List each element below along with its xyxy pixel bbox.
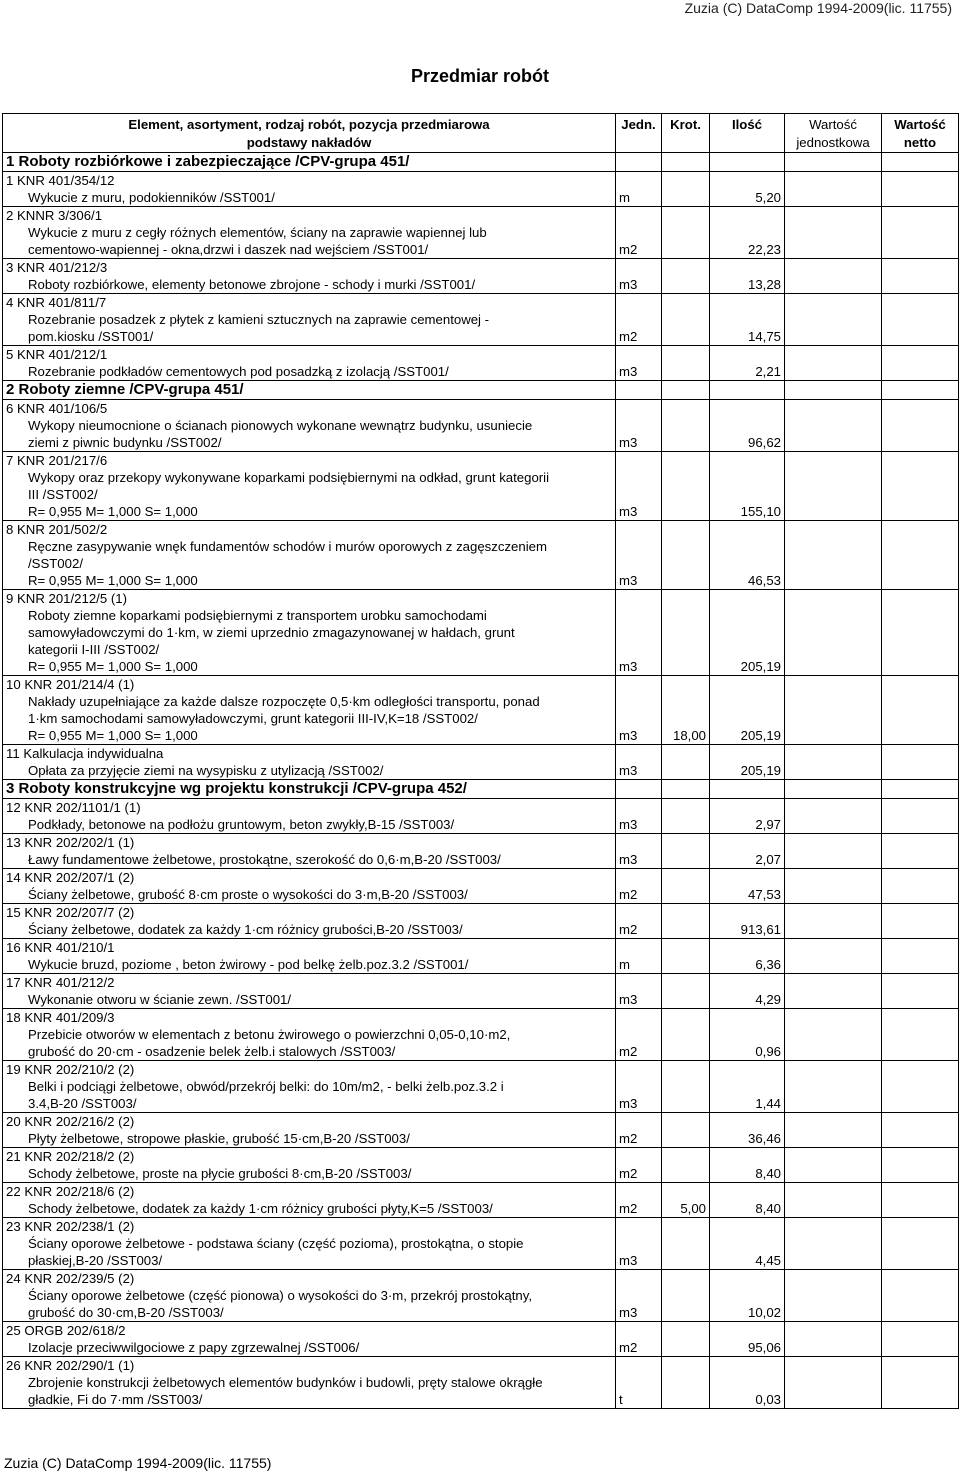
section-title: 1 Roboty rozbiórkowe i zabezpieczające /CPV-grupa 451/ [3, 153, 616, 172]
item-multiplier: 5,00 [662, 1183, 710, 1218]
item-multiplier [662, 1009, 710, 1061]
item-net-value [882, 904, 959, 939]
item-multiplier [662, 1357, 710, 1409]
item-net-value [882, 521, 959, 590]
item-net-value [882, 745, 959, 780]
item-unit-value [785, 1183, 882, 1218]
item-code: 8 KNR 201/502/2 [6, 522, 108, 537]
item-quantity: 205,19 [710, 590, 785, 676]
table-row [3, 452, 959, 521]
item-multiplier [662, 521, 710, 590]
item-unit: m2 [616, 1322, 662, 1357]
item-text: Płyty żelbetowe, stropowe płaskie, grubość 15·cm,B-20 /SST003/ [28, 1131, 410, 1146]
item-multiplier [662, 1061, 710, 1113]
item-unit: m2 [616, 1148, 662, 1183]
col-multiplier: Krot. [662, 114, 710, 153]
item-net-value [882, 207, 959, 259]
item-unit: m3 [616, 1218, 662, 1270]
item-description [3, 1357, 616, 1409]
item-text: Wykucie bruzd, poziome , beton żwirowy - pod belkę żelb.poz.3.2 /SST001/ [28, 957, 469, 972]
item-code: 10 KNR 201/214/4 (1) [6, 677, 135, 692]
item-net-value [882, 1183, 959, 1218]
table-row [3, 346, 959, 381]
item-multiplier [662, 869, 710, 904]
item-unit-value [785, 521, 882, 590]
table-row [3, 974, 959, 1009]
table-row [3, 259, 959, 294]
col-description: Element, asortyment, rodzaj robót, pozycja przedmiarowa podstawy nakładów [3, 114, 616, 153]
table-row [3, 869, 959, 904]
item-unit: m3 [616, 1061, 662, 1113]
item-unit-value [785, 1270, 882, 1322]
item-quantity: 1,44 [710, 1061, 785, 1113]
item-multiplier [662, 1270, 710, 1322]
item-quantity: 5,20 [710, 172, 785, 207]
item-quantity: 6,36 [710, 939, 785, 974]
col-quantity: Ilość [710, 114, 785, 153]
item-unit: m3 [616, 452, 662, 521]
item-unit: m2 [616, 207, 662, 259]
item-multiplier [662, 452, 710, 521]
table-row [3, 834, 959, 869]
item-text: Ławy fundamentowe żelbetowe, prostokątne, szerokość do 0,6·m,B-20 /SST003/ [28, 852, 501, 867]
item-text: Wykonanie otworu w ścianie zewn. /SST001/ [28, 992, 292, 1007]
item-quantity: 4,45 [710, 1218, 785, 1270]
item-net-value [882, 346, 959, 381]
item-net-value [882, 1218, 959, 1270]
item-quantity: 36,46 [710, 1113, 785, 1148]
item-net-value [882, 452, 959, 521]
item-code: 4 KNR 401/811/7 [6, 295, 107, 310]
item-code: 18 KNR 401/209/3 [6, 1010, 115, 1025]
item-net-value [882, 172, 959, 207]
item-unit-value [785, 346, 882, 381]
item-text: Roboty ziemne koparkami podsiębiernymi z transportem urobku samochodami samowyładowczymi do 1·km, w ziemi uprzednio zmagazynowanej w hałdach, grunt kategorii I-III /SST002/ R= 0,955 M= 1,000 S= 1,000 [28, 608, 515, 674]
item-unit: m3 [616, 834, 662, 869]
item-unit: t [616, 1357, 662, 1409]
table-row [3, 590, 959, 676]
item-unit-value [785, 1009, 882, 1061]
item-unit: m2 [616, 1183, 662, 1218]
table-body [3, 153, 959, 1409]
item-quantity: 2,21 [710, 346, 785, 381]
item-code: 2 KNNR 3/306/1 [6, 208, 103, 223]
item-description [3, 1009, 616, 1061]
table-row [3, 904, 959, 939]
item-net-value [882, 834, 959, 869]
item-unit: m [616, 939, 662, 974]
item-unit-value [785, 259, 882, 294]
item-description [3, 834, 616, 869]
item-multiplier [662, 590, 710, 676]
item-text: Wykucie z muru, podokienników /SST001/ [28, 190, 275, 205]
table-row [3, 400, 959, 452]
table-row [3, 294, 959, 346]
license-header: Zuzia (C) DataComp 1994-2009(lic. 11755) [684, 0, 952, 16]
item-unit: m3 [616, 400, 662, 452]
item-description [3, 904, 616, 939]
item-quantity: 0,96 [710, 1009, 785, 1061]
item-net-value [882, 259, 959, 294]
table-row [3, 676, 959, 745]
item-multiplier [662, 172, 710, 207]
item-unit-value [785, 676, 882, 745]
item-text: Nakłady uzupełniające za każde dalsze rozpoczęte 0,5·km odległości transportu, ponad 1·km samochodami samowyładowczymi, grunt kategorii III-IV,K=18 /SST002/ R= 0,955 M= 1,000 S= 1,000 [28, 694, 540, 743]
section-title: 3 Roboty konstrukcyjne wg projektu konstrukcji /CPV-grupa 452/ [3, 780, 616, 799]
table-row [3, 1218, 959, 1270]
item-code: 26 KNR 202/290/1 (1) [6, 1358, 135, 1373]
item-text: Roboty rozbiórkowe, elementy betonowe zbrojone - schody i murki /SST001/ [28, 277, 476, 292]
item-description [3, 1218, 616, 1270]
item-code: 25 ORGB 202/618/2 [6, 1323, 126, 1338]
item-multiplier [662, 904, 710, 939]
item-multiplier [662, 294, 710, 346]
item-quantity: 13,28 [710, 259, 785, 294]
item-unit-value [785, 172, 882, 207]
item-net-value [882, 1113, 959, 1148]
item-unit: m2 [616, 869, 662, 904]
item-description [3, 869, 616, 904]
item-code: 6 KNR 401/106/5 [6, 401, 108, 416]
item-multiplier [662, 1218, 710, 1270]
item-code: 1 KNR 401/354/12 [6, 173, 115, 188]
item-quantity: 95,06 [710, 1322, 785, 1357]
item-unit: m3 [616, 799, 662, 834]
item-net-value [882, 869, 959, 904]
item-code: 11 Kalkulacja indywidualna [6, 746, 164, 761]
item-quantity: 47,53 [710, 869, 785, 904]
item-unit-value [785, 1357, 882, 1409]
item-description [3, 745, 616, 780]
item-quantity: 96,62 [710, 400, 785, 452]
item-net-value [882, 1148, 959, 1183]
item-multiplier [662, 259, 710, 294]
item-unit: m2 [616, 1009, 662, 1061]
col-unit: Jedn. [616, 114, 662, 153]
item-net-value [882, 974, 959, 1009]
item-unit: m3 [616, 1270, 662, 1322]
item-text: Zbrojenie konstrukcji żelbetowych elementów budynków i budowli, pręty stalowe okrągłe gładkie, Fi do 7·mm /SST003/ [28, 1375, 543, 1407]
item-code: 24 KNR 202/239/5 (2) [6, 1271, 135, 1286]
item-net-value [882, 939, 959, 974]
item-code: 5 KNR 401/212/1 [6, 347, 108, 362]
item-unit-value [785, 1148, 882, 1183]
table-row [3, 1270, 959, 1322]
item-quantity: 10,02 [710, 1270, 785, 1322]
table-row [3, 1183, 959, 1218]
item-code: 13 KNR 202/202/1 (1) [6, 835, 135, 850]
item-code: 20 KNR 202/216/2 (2) [6, 1114, 135, 1129]
table-row [3, 207, 959, 259]
item-description [3, 207, 616, 259]
item-quantity: 46,53 [710, 521, 785, 590]
item-unit: m3 [616, 676, 662, 745]
item-text: Rozebranie podkładów cementowych pod posadzką z izolacją /SST001/ [28, 364, 449, 379]
bill-of-quantities-table [2, 113, 959, 1409]
item-unit: m3 [616, 745, 662, 780]
item-unit-value [785, 1218, 882, 1270]
item-text: Izolacje przeciwwilgociowe z papy zgrzewalnej /SST006/ [28, 1340, 360, 1355]
item-net-value [882, 799, 959, 834]
item-unit-value [785, 294, 882, 346]
item-code: 23 KNR 202/238/1 (2) [6, 1219, 135, 1234]
item-unit-value [785, 1322, 882, 1357]
item-quantity: 14,75 [710, 294, 785, 346]
item-description [3, 1183, 616, 1218]
item-quantity: 205,19 [710, 745, 785, 780]
item-unit-value [785, 974, 882, 1009]
item-unit: m3 [616, 259, 662, 294]
section-row [3, 780, 959, 799]
item-quantity: 205,19 [710, 676, 785, 745]
item-multiplier [662, 1113, 710, 1148]
item-net-value [882, 294, 959, 346]
item-quantity: 8,40 [710, 1183, 785, 1218]
item-description [3, 1322, 616, 1357]
item-unit-value [785, 400, 882, 452]
item-multiplier [662, 1148, 710, 1183]
item-unit-value [785, 904, 882, 939]
item-code: 19 KNR 202/210/2 (2) [6, 1062, 135, 1077]
item-unit-value [785, 939, 882, 974]
item-multiplier [662, 1322, 710, 1357]
item-code: 22 KNR 202/218/6 (2) [6, 1184, 135, 1199]
item-multiplier [662, 400, 710, 452]
item-unit: m3 [616, 974, 662, 1009]
item-multiplier [662, 745, 710, 780]
item-quantity: 2,07 [710, 834, 785, 869]
item-quantity: 8,40 [710, 1148, 785, 1183]
item-text: Ściany oporowe żelbetowe - podstawa ściany (część pozioma), prostokątna, o stopie płaskiej,B-20 /SST003/ [28, 1236, 524, 1268]
section-title: 2 Roboty ziemne /CPV-grupa 451/ [3, 381, 616, 400]
table-row [3, 939, 959, 974]
item-text: Schody żelbetowe, proste na płycie grubości 8·cm,B-20 /SST003/ [28, 1166, 412, 1181]
item-description [3, 799, 616, 834]
item-multiplier [662, 799, 710, 834]
item-net-value [882, 590, 959, 676]
item-unit: m2 [616, 904, 662, 939]
item-description [3, 452, 616, 521]
table-row [3, 1009, 959, 1061]
item-quantity: 155,10 [710, 452, 785, 521]
item-code: 17 KNR 401/212/2 [6, 975, 115, 990]
item-net-value [882, 1061, 959, 1113]
item-multiplier [662, 346, 710, 381]
table-header-row [3, 114, 959, 153]
item-net-value [882, 1009, 959, 1061]
table-row [3, 521, 959, 590]
item-description [3, 1148, 616, 1183]
table-row [3, 1148, 959, 1183]
license-footer: Zuzia (C) DataComp 1994-2009(lic. 11755) [4, 1455, 272, 1471]
item-net-value [882, 1322, 959, 1357]
item-description [3, 346, 616, 381]
item-text: Wykopy nieumocnione o ścianach pionowych wykonane wewnątrz budynku, usuniecie ziemi z piwnic budynku /SST002/ [28, 418, 533, 450]
item-code: 9 KNR 201/212/5 (1) [6, 591, 127, 606]
item-quantity: 22,23 [710, 207, 785, 259]
item-description [3, 172, 616, 207]
item-description [3, 1061, 616, 1113]
table-row [3, 172, 959, 207]
item-unit-value [785, 799, 882, 834]
item-code: 14 KNR 202/207/1 (2) [6, 870, 135, 885]
item-code: 3 KNR 401/212/3 [6, 260, 108, 275]
item-multiplier [662, 207, 710, 259]
item-unit-value [785, 207, 882, 259]
table-row [3, 1113, 959, 1148]
item-quantity: 2,97 [710, 799, 785, 834]
item-description [3, 400, 616, 452]
item-net-value [882, 400, 959, 452]
item-text: Rozebranie posadzek z płytek z kamieni sztucznych na zaprawie cementowej - pom.kiosku /SST001/ [28, 312, 490, 344]
item-unit: m2 [616, 1113, 662, 1148]
item-unit-value [785, 869, 882, 904]
item-text: Podkłady, betonowe na podłożu gruntowym, beton zwykły,B-15 /SST003/ [28, 817, 455, 832]
item-text: Belki i podciągi żelbetowe, obwód/przekrój belki: do 10m/m2, - belki żelb.poz.3.2 i 3.4,B-20 /SST003/ [28, 1079, 504, 1111]
item-unit-value [785, 590, 882, 676]
item-description [3, 974, 616, 1009]
item-text: Wykucie z muru z cegły różnych elementów, ściany na zaprawie wapiennej lub cementowo-wapiennej - okna,drzwi i daszek nad wejściem /SST001/ [28, 225, 487, 257]
item-text: Wykopy oraz przekopy wykonywane koparkami podsiębiernymi na odkład, grunt kategorii III /SST002/ R= 0,955 M= 1,000 S= 1,000 [28, 470, 550, 519]
item-code: 21 KNR 202/218/2 (2) [6, 1149, 135, 1164]
item-text: Ściany żelbetowe, dodatek za każdy 1·cm różnicy grubości,B-20 /SST003/ [28, 922, 463, 937]
item-multiplier [662, 939, 710, 974]
item-unit-value [785, 1061, 882, 1113]
item-unit: m [616, 172, 662, 207]
col-net-value: Wartość netto [882, 114, 959, 153]
item-description [3, 939, 616, 974]
table-row [3, 1357, 959, 1409]
item-code: 16 KNR 401/210/1 [6, 940, 115, 955]
item-text: Ściany oporowe żelbetowe (część pionowa) o wysokości do 3·m, przekrój prostokątny, grubość do 30·cm,B-20 /SST003/ [28, 1288, 533, 1320]
table-row [3, 799, 959, 834]
item-net-value [882, 1270, 959, 1322]
table-row [3, 1061, 959, 1113]
item-unit-value [785, 1113, 882, 1148]
item-description [3, 521, 616, 590]
item-text: Ręczne zasypywanie wnęk fundamentów schodów i murów oporowych z zagęszczeniem /SST002/ R= 0,955 M= 1,000 S= 1,000 [28, 539, 547, 588]
item-description [3, 259, 616, 294]
item-quantity: 4,29 [710, 974, 785, 1009]
item-text: Przebicie otworów w elementach z betonu żwirowego o powierzchni 0,05-0,10·m2, grubość do 20·cm - osadzenie belek żelb.i stalowych /SST003/ [28, 1027, 511, 1059]
item-unit: m3 [616, 590, 662, 676]
item-multiplier: 18,00 [662, 676, 710, 745]
table-row [3, 745, 959, 780]
item-unit-value [785, 452, 882, 521]
item-description [3, 676, 616, 745]
item-unit-value [785, 834, 882, 869]
item-multiplier [662, 834, 710, 869]
item-code: 7 KNR 201/217/6 [6, 453, 108, 468]
item-unit-value [785, 745, 882, 780]
item-code: 12 KNR 202/1101/1 (1) [6, 800, 141, 815]
item-text: Opłata za przyjęcie ziemi na wysypisku z utylizacją /SST002/ [28, 763, 384, 778]
section-row [3, 381, 959, 400]
item-multiplier [662, 974, 710, 1009]
item-code: 15 KNR 202/207/7 (2) [6, 905, 135, 920]
item-description [3, 590, 616, 676]
item-description [3, 1113, 616, 1148]
section-row [3, 153, 959, 172]
item-description [3, 294, 616, 346]
col-unit-value: Wartość jednostkowa [785, 114, 882, 153]
item-net-value [882, 1357, 959, 1409]
item-text: Schody żelbetowe, dodatek za każdy 1·cm różnicy grubości płyty,K=5 /SST003/ [28, 1201, 493, 1216]
item-text: Ściany żelbetowe, grubość 8·cm proste o wysokości do 3·m,B-20 /SST003/ [28, 887, 468, 902]
item-net-value [882, 676, 959, 745]
item-quantity: 913,61 [710, 904, 785, 939]
item-description [3, 1270, 616, 1322]
page-title: Przedmiar robót [410, 66, 550, 86]
item-unit: m2 [616, 294, 662, 346]
item-unit: m3 [616, 521, 662, 590]
table-row [3, 1322, 959, 1357]
item-unit: m3 [616, 346, 662, 381]
item-quantity: 0,03 [710, 1357, 785, 1409]
